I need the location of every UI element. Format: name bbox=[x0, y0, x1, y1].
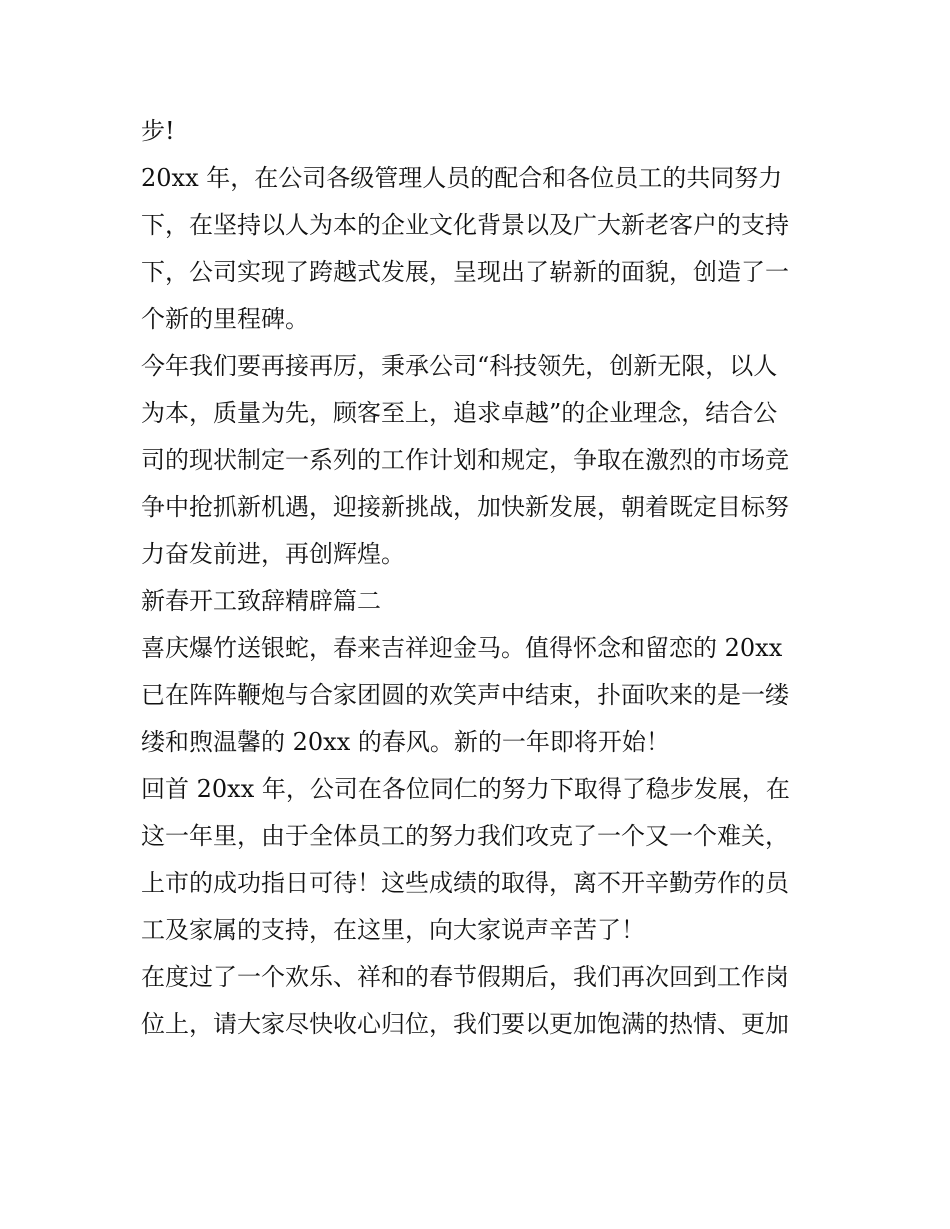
text-line: 步! bbox=[141, 117, 175, 145]
text-line: 上市的成功指日可待！这些成绩的取得，离不开辛勤劳作的员 bbox=[141, 869, 789, 897]
text-line: 工及家属的支持，在这里，向大家说声辛苦了！ bbox=[141, 916, 645, 944]
text-line: 在度过了一个欢乐、祥和的春节假期后，我们再次回到工作岗 bbox=[141, 963, 789, 991]
text-line: 这一年里，由于全体员工的努力我们攻克了一个又一个难关， bbox=[141, 822, 789, 850]
text-line: 下，在坚持以人为本的企业文化背景以及广大新老客户的支持 bbox=[141, 211, 789, 239]
text-line: 回首 20xx 年，公司在各位同仁的努力下取得了稳步发展，在 bbox=[141, 775, 790, 803]
text-line: 喜庆爆竹送银蛇，春来吉祥迎金马。值得怀念和留恋的 20xx bbox=[141, 634, 783, 662]
text-line: 司的现状制定一系列的工作计划和规定，争取在激烈的市场竞 bbox=[141, 446, 789, 474]
text-line: 力奋发前进，再创辉煌。 bbox=[141, 540, 405, 568]
document-body bbox=[141, 108, 821, 1048]
text-line: 为本，质量为先，顾客至上，追求卓越”的企业理念，结合公 bbox=[141, 399, 778, 427]
text-line: 缕和煦温馨的 20xx 的春风。新的一年即将开始！ bbox=[141, 728, 670, 756]
text-line: 已在阵阵鞭炮与合家团圆的欢笑声中结束，扑面吹来的是一缕 bbox=[141, 681, 789, 709]
section-heading: 新春开工致辞精辟篇二 bbox=[141, 587, 381, 615]
text-line: 个新的里程碑。 bbox=[141, 305, 309, 333]
text-line: 下，公司实现了跨越式发展，呈现出了崭新的面貌，创造了一 bbox=[141, 258, 789, 286]
text-line: 20xx 年，在公司各级管理人员的配合和各位员工的共同努力 bbox=[141, 164, 783, 192]
text-line: 今年我们要再接再厉，秉承公司“科技领先，创新无限，以人 bbox=[141, 352, 778, 380]
text-line: 争中抢抓新机遇，迎接新挑战，加快新发展，朝着既定目标努 bbox=[141, 493, 789, 521]
text-line: 位上，请大家尽快收心归位，我们要以更加饱满的热情、更加 bbox=[141, 1010, 789, 1038]
